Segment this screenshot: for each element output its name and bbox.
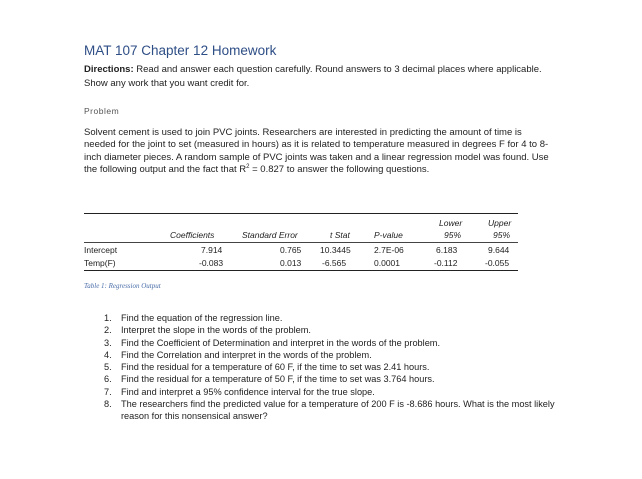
question-number: 4. <box>104 349 112 360</box>
list-item <box>104 386 564 398</box>
header-coefficients: Coefficients <box>170 230 215 240</box>
directions <box>84 63 564 90</box>
table-row <box>84 258 518 269</box>
cell-coefficients: -0.083 <box>199 258 224 268</box>
table-caption: Table 1: Regression Output <box>84 282 161 290</box>
cell-lower: 6.183 <box>436 245 458 255</box>
cell-p-value: 0.0001 <box>374 258 400 268</box>
cell-upper: -0.055 <box>485 258 510 268</box>
header-upper-bottom: 95% <box>493 230 511 240</box>
cell-standard-error: 0.765 <box>280 245 302 255</box>
list-item <box>104 349 564 361</box>
cell-t-stat: 10.3445 <box>320 245 351 255</box>
cell-standard-error: 0.013 <box>280 258 302 268</box>
question-text: Interpret the slope in the words of the problem. <box>121 325 311 336</box>
problem-label: Problem <box>84 106 120 116</box>
question-number: 7. <box>104 386 112 397</box>
problem-text: Solvent cement is used to join PVC joints. Researchers are interested in predicting the amount of time is needed for the joint to set (measured in hours) as it is related to temperature measured in degrees F for 4 to 8-inch diameter pieces. A random sample of PVC joints was taken and a linear regression model was found. Use the following output and the fact that R <box>84 127 549 175</box>
problem-text-end: = 0.827 to answer the following questions. <box>249 163 430 175</box>
directions-label: Directions: <box>84 64 134 75</box>
question-number: 6. <box>104 374 112 385</box>
question-text: Find the equation of the regression line. <box>121 313 283 323</box>
row-label: Temp(F) <box>84 258 116 268</box>
directions-text: Read and answer each question carefully. Round answers to 3 decimal places where applicable. Show any work that you want credit for. <box>84 64 542 89</box>
table-header-row <box>84 230 518 243</box>
question-text: Find the residual for a temperature of 50 F, if the time to set was 3.764 hours. <box>121 374 435 385</box>
header-upper-top: Upper <box>488 218 512 228</box>
question-text: Find and interpret a 95% confidence interval for the true slope. <box>121 386 375 397</box>
cell-upper: 9.644 <box>488 245 510 255</box>
question-text: Find the Coefficient of Determination and interpret in the words of the problem. <box>121 337 441 348</box>
question-text: Find the residual for a temperature of 60 F, if the time to set was 2.41 hours. <box>121 362 430 373</box>
page-title: MAT 107 Chapter 12 Homework <box>84 43 277 58</box>
table-header-row-top <box>84 218 518 230</box>
list-item <box>104 337 564 349</box>
r-squared-superscript: 2 <box>246 163 250 170</box>
list-item <box>104 398 564 423</box>
regression-table <box>84 213 518 271</box>
header-t-stat: t Stat <box>330 230 350 240</box>
question-text: Find the Correlation and interpret in the words of the problem. <box>121 349 372 360</box>
list-item <box>104 324 564 336</box>
cell-coefficients: 7.914 <box>201 245 223 255</box>
question-list <box>104 312 564 423</box>
question-number: 3. <box>104 337 112 348</box>
header-standard-error: Standard Error <box>242 230 298 240</box>
cell-p-value: 2.7E-06 <box>374 245 404 255</box>
list-item <box>104 312 564 324</box>
row-label: Intercept <box>84 245 118 255</box>
problem-paragraph <box>84 127 554 176</box>
cell-t-stat: -6.565 <box>322 258 347 268</box>
list-item <box>104 361 564 373</box>
header-lower-top: Lower <box>439 218 463 228</box>
header-lower-bottom: 95% <box>444 230 462 240</box>
question-number: 5. <box>104 362 112 373</box>
list-item <box>104 373 564 385</box>
header-p-value: P-value <box>374 230 403 240</box>
question-number: 1. <box>104 313 112 323</box>
question-number: 8. <box>104 399 112 410</box>
cell-lower: -0.112 <box>434 258 458 268</box>
question-number: 2. <box>104 325 112 336</box>
table-row <box>84 245 518 256</box>
question-text: The researchers find the predicted value for a temperature of 200 F is -8.686 hours. What is the most likely reason for this nonsensical answer? <box>121 399 555 422</box>
